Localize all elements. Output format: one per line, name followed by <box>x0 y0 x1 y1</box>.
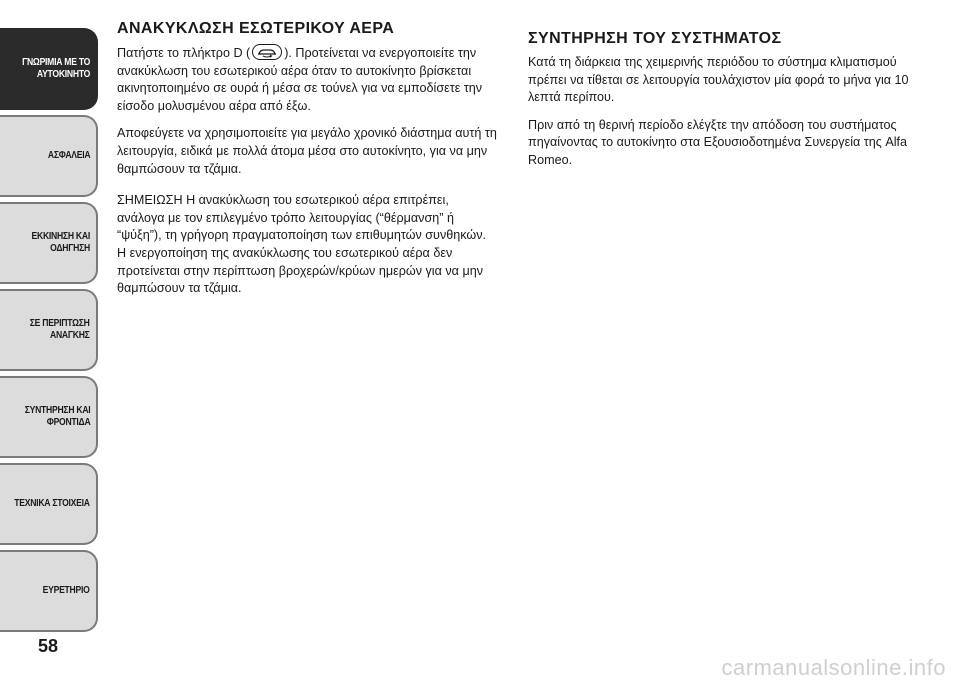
tab-safety[interactable] <box>0 115 98 197</box>
paragraph-text: Πατήστε το πλήκτρο D ( <box>117 46 251 60</box>
tab-maintenance-care[interactable] <box>0 376 98 458</box>
paragraph: Κατά τη διάρκεια της χειμερινής περιόδου το σύστημα κλιματισμού πρέπει να τίθεται σε λειτουργία τουλάχιστον μία φορά το μήνα για 10 λεπτά περίπου. <box>528 55 909 105</box>
tab-emergency[interactable] <box>0 289 98 371</box>
tab-label: ΤΕΧΝΙΚΑ ΣΤΟΙΧΕΙΑ <box>14 498 90 509</box>
tab-technical-data[interactable] <box>0 463 98 545</box>
tab-starting-driving[interactable] <box>0 202 98 284</box>
tab-label: ΣΕ ΠΕΡΙΠΤΩΣΗ ΑΝΑΓΚΗΣ <box>30 318 90 341</box>
paragraph: Αποφεύγετε να χρησιμοποιείτε για μεγάλο χρονικό διάστημα αυτή τη λειτουργία, ειδικά με πολλά άτομα μέσα στο αυτοκίνητο, για να μην θαμπώσουν τα τζάμια. <box>117 126 497 176</box>
tab-label: ΕΥΡΕΤΗΡΙΟ <box>43 585 90 596</box>
tab-label: ΓΝΩΡΙΜΙΑ ΜΕ ΤΟ ΑΥΤΟΚΙΝΗΤΟ <box>21 57 90 80</box>
section-heading-maintenance: ΣΥΝΤΗΡΗΣΗ ΤΟΥ ΣΥΣΤΗΜΑΤΟΣ <box>528 30 782 47</box>
paragraph-text: ). Προτείνεται να ενεργοποιείτε την ανακύκλωση του εσωτερικού αέρα όταν το αυτοκίνητο βρίσκεται ακινητοποιημένο σε ουρά ή μέσα σε τούνελ για να εμποδίσετε την είσοδο μολυσμένου αέρα από έξω. <box>117 46 483 113</box>
note-paragraph: ΣΗΜΕΙΩΣΗ Η ανακύκλωση του εσωτερικού αέρα επιτρέπει, ανάλογα με τον επιλεγμένο τρόπο λειτουργίας (“θέρμανση” ή “ψύξη”), τη γρήγορη πραγματοποίηση των επιθυμητών συνθηκών. Η ενεργοποίηση της ανακύκλωσης του εσωτερικού αέρα δεν προτείνεται στην περίπτωση βροχερών/κρύων ημερών για να μην θαμπώσουν τα τζάμια. <box>117 193 487 296</box>
section-heading-recirculation: ΑΝΑΚΥΚΛΩΣΗ ΕΣΩΤΕΡΙΚΟΥ ΑΕΡΑ <box>117 20 395 37</box>
page-number: 58 <box>38 636 59 656</box>
watermark-text: carmanualsonline.info <box>721 655 946 680</box>
tab-label: ΕΚΚΙΝΗΣΗ ΚΑΙ ΟΔΗΓΗΣΗ <box>31 231 90 254</box>
tab-label: ΑΣΦΑΛΕΙΑ <box>47 150 90 161</box>
tab-index[interactable] <box>0 550 98 632</box>
left-column <box>117 20 497 308</box>
recirculation-icon <box>252 44 282 60</box>
tab-getting-to-know-car[interactable] <box>0 28 98 110</box>
tab-label: ΣΥΝΤΗΡΗΣΗ ΚΑΙ ΦΡΟΝΤΙΔΑ <box>24 405 90 428</box>
paragraph <box>117 44 497 115</box>
paragraph: Πριν από τη θερινή περίοδο ελέγξτε την απόδοση του συστήματος πηγαίνοντας το αυτοκίνητο στα Εξουσιοδοτημένα Συνεργεία της Alfa Romeo. <box>528 117 908 167</box>
right-column <box>528 20 928 180</box>
